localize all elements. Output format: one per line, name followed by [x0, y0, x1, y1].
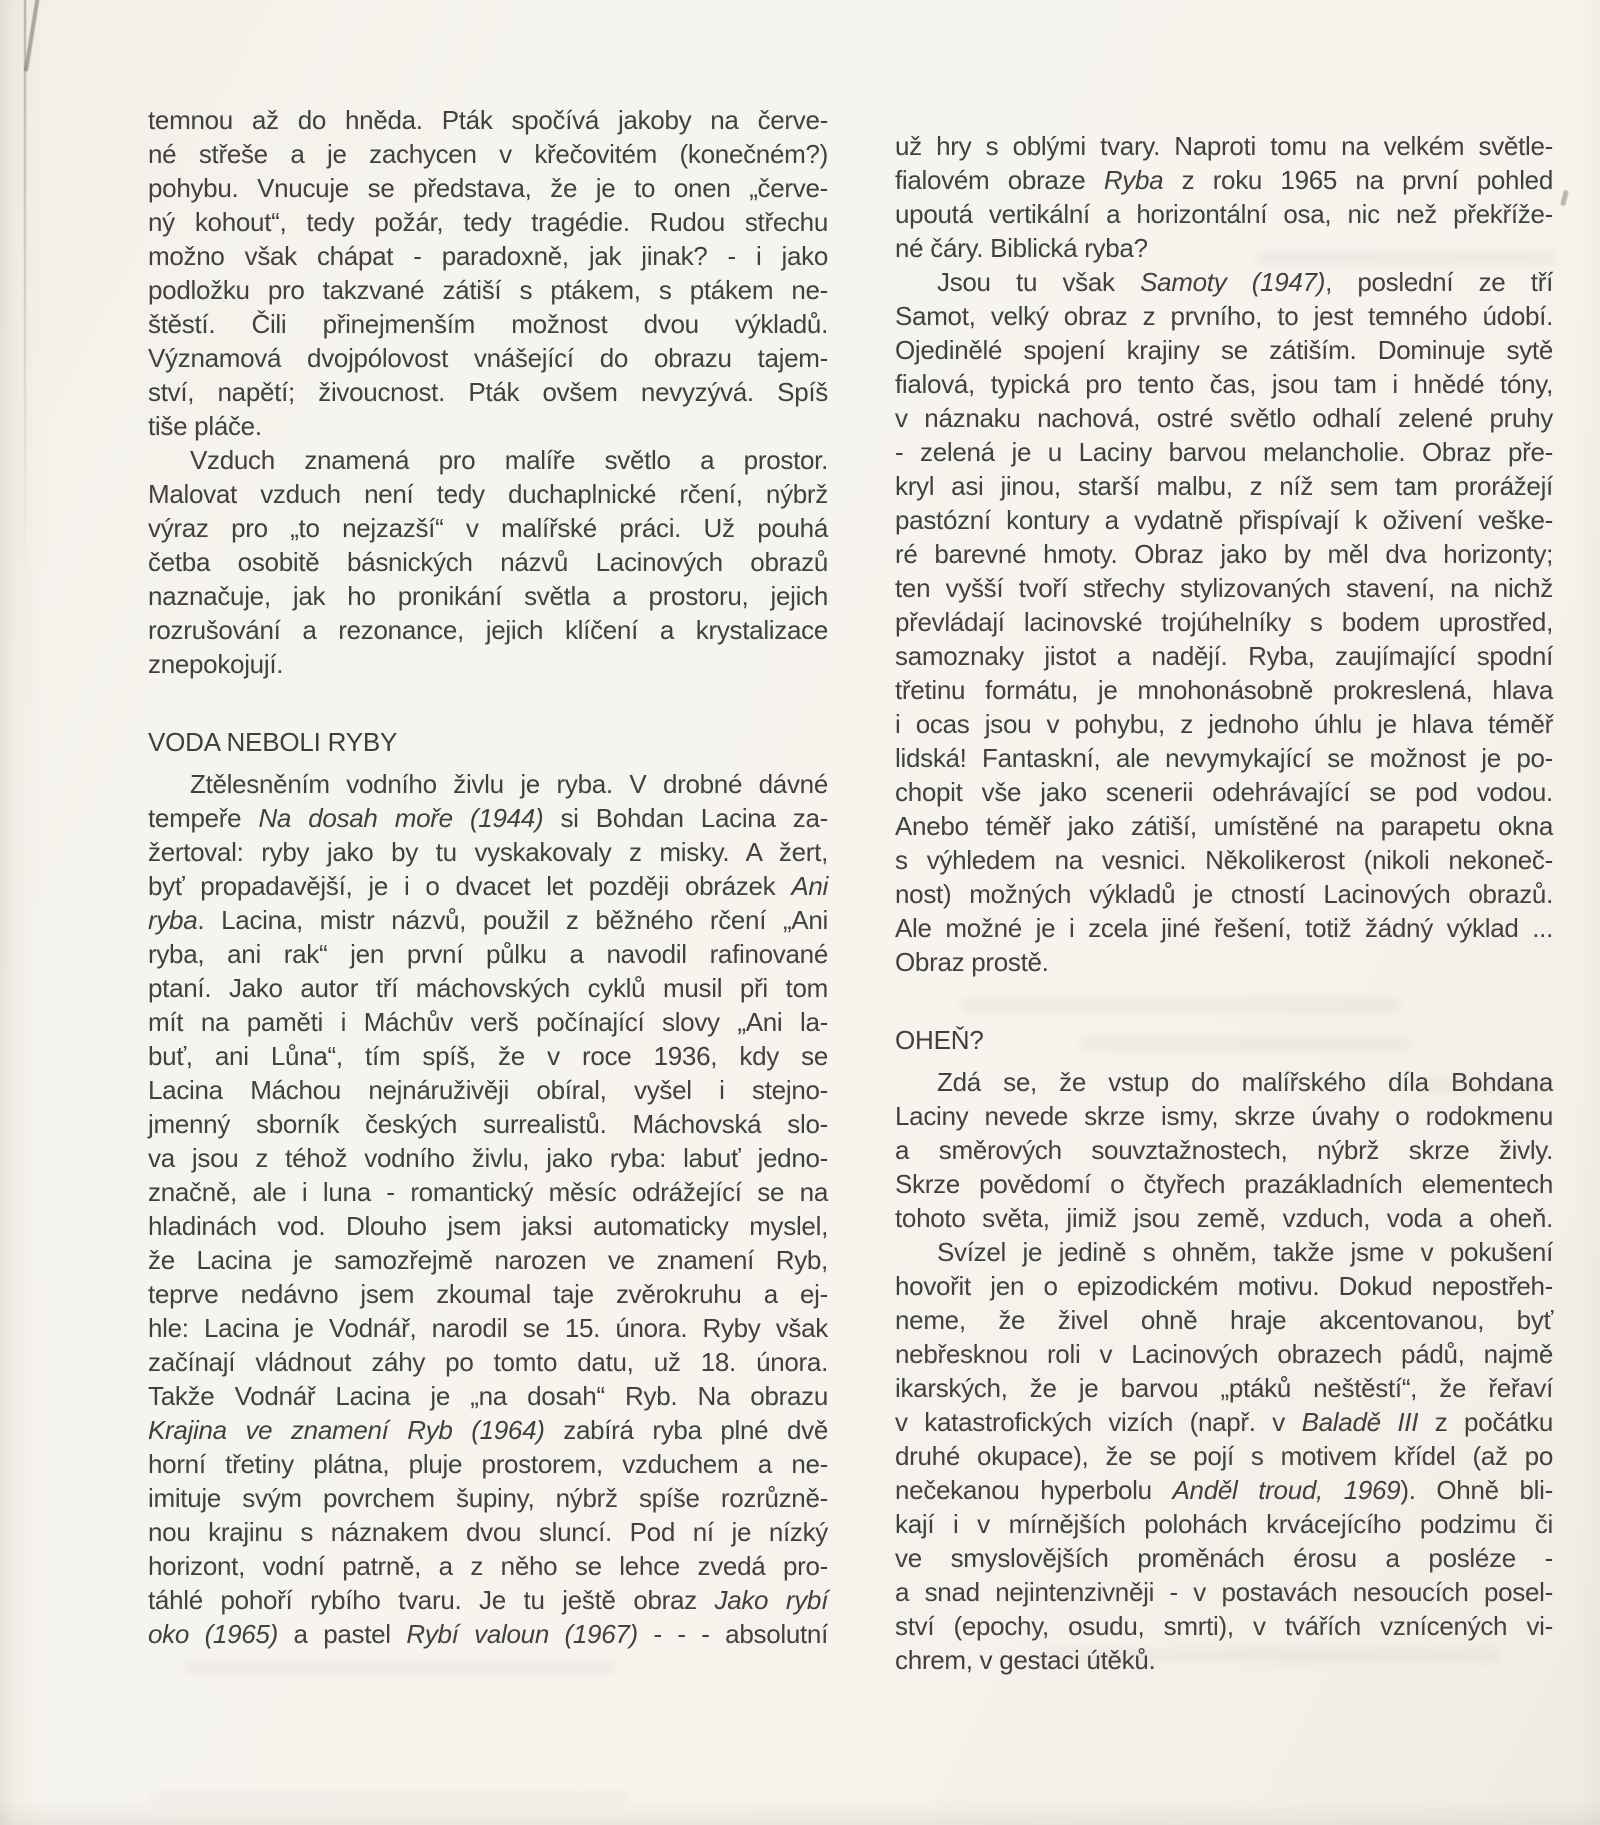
text-line: Ztělesněním vodního živlu je ryba. V drobné dávné — [190, 769, 828, 799]
scan-edge-mark — [24, 0, 40, 72]
text-line: četba osobitě básnických názvů Lacinových obrazů — [148, 547, 828, 577]
text-line: v katastrofických vizích (např. v Baladě III z počátku — [895, 1407, 1553, 1437]
text-line: a směrových souvztažnostech, nýbrž skrze živly. — [895, 1135, 1553, 1165]
text-line: upoutá vertikální a horizontální osa, nic než překříže- — [895, 199, 1553, 229]
artwork-title-italic: Rybí valoun (1967) — [406, 1619, 638, 1649]
text-line: tiše pláče. — [148, 411, 262, 441]
text-line: ství (epochy, osudu, smrti), v tvářích vznícených vi- — [895, 1611, 1553, 1641]
text-line: Obraz prostě. — [895, 947, 1049, 977]
text-line: nost) možných výkladů je ctností Lacinových obrazů. — [895, 879, 1553, 909]
text-line: žertoval: ryby jako by tu vyskakovaly z misky. A žert, — [148, 837, 828, 867]
text-line: Lacina Máchou nejnáruživěji obíral, vyšel i stejno- — [148, 1075, 828, 1105]
text-line: ptaní. Jako autor tří máchovských cyklů musil při tom — [148, 973, 828, 1003]
text-line: neme, že živel ohně hraje akcentovanou, byť — [895, 1305, 1553, 1335]
text-line: oko (1965) a pastel Rybí valoun (1967) - - - absolutní — [148, 1619, 829, 1649]
text-line: né střeše a je zachycen v křečovitém (konečném?) — [148, 139, 828, 169]
text-line: podložku pro takzvané zátiší s ptákem, s ptákem ne- — [148, 275, 828, 305]
text-line: nebřesknou roli v Lacinových obrazech pádů, najmě — [895, 1339, 1553, 1369]
text-line: tempeře Na dosah moře (1944) si Bohdan Lacina za- — [148, 803, 829, 833]
text-line: horizont, vodní patrně, a z něho se lehce zvedá pro- — [148, 1551, 828, 1581]
text-line: ryba. Lacina, mistr názvů, použil z běžného rčení „Ani — [148, 905, 828, 935]
paragraph — [895, 1235, 1553, 1677]
artwork-title-italic: Krajina ve znamení Ryb (1964) — [148, 1415, 545, 1445]
text-line: byť propadavější, je i o dvacet let později obrázek Ani — [148, 871, 828, 901]
text-line: fialová, typická pro tento čas, jsou tam i hnědé tóny, — [895, 369, 1553, 399]
artwork-title-italic: Ani — [791, 871, 828, 901]
text-line: znepokojují. — [148, 649, 284, 679]
text-line: hovořit jen o epizodickém motivu. Dokud nepostřeh- — [895, 1271, 1553, 1301]
text-line: Krajina ve znamení Ryb (1964) zabírá ryba plné dvě — [148, 1415, 828, 1445]
text-line: hle: Lacina je Vodnář, narodil se 15. února. Ryby však — [148, 1313, 828, 1343]
text-line: pohybu. Vnucuje se představa, že je to onen „červe- — [148, 173, 828, 203]
artwork-title-italic: Ryba — [1103, 165, 1164, 195]
text-line: výraz pro „to nejzazší“ v malířské práci. Už pouhá — [148, 513, 828, 543]
text-line: ství, napětí; živoucnost. Pták ovšem nevyzývá. Spíš — [148, 377, 828, 407]
text-line: lidská! Fantaskní, ale nevymykající se možnost je po- — [895, 743, 1553, 773]
bleed-through-artifact — [185, 1660, 615, 1675]
text-line: chrem, v gestaci útěků. — [895, 1645, 1156, 1675]
text-line: samoznaky jistot a nadějí. Ryba, zaujímající spodní — [895, 641, 1553, 671]
text-line: i ocas jsou v pohybu, z jednoho úhlu je hlava téměř — [895, 709, 1553, 739]
text-line: ve smyslovějších proměnách érosu a posléze - — [895, 1543, 1553, 1573]
text-line: Jsou tu však Samoty (1947), poslední ze tří — [937, 267, 1553, 297]
artwork-title-italic: oko (1965) — [148, 1619, 278, 1649]
text-line: Vzduch znamená pro malíře světlo a prostor. — [190, 445, 828, 475]
text-line: né čáry. Biblická ryba? — [895, 233, 1148, 263]
paragraph — [895, 1065, 1553, 1235]
paragraph — [148, 767, 828, 1651]
text-line: horní třetiny plátna, pluje prostorem, vzduchem a ne- — [148, 1449, 828, 1479]
text-line: Zdá se, že vstup do malířského díla Bohdana — [937, 1067, 1553, 1097]
text-line: štěstí. Čili přinejmenším možnost dvou výkladů. — [148, 309, 828, 339]
section-heading: OHEŇ? — [895, 1025, 984, 1055]
bleed-through-artifact — [150, 1792, 630, 1804]
text-line: Významová dvojpólovost vnášející do obrazu tajem- — [148, 343, 828, 373]
text-line: temnou až do hněda. Pták spočívá jakoby na červe- — [148, 105, 828, 135]
text-line: s výhledem na vesnici. Několikerost (nikoli nekoneč- — [895, 845, 1553, 875]
text-line: v náznaku nachová, ostré světlo odhalí zelené pruhy — [895, 403, 1553, 433]
text-line: začínají vládnout záhy po tomto datu, už 18. února. — [148, 1347, 828, 1377]
text-line: buť, ani Lůna“, tím spíš, že v roce 1936, kdy se — [148, 1041, 828, 1071]
text-line: ré barevné hmoty. Obraz jako by měl dva horizonty; — [895, 539, 1553, 569]
text-line: ikarských, že je barvou „ptáků neštěstí“, že řeřaví — [895, 1373, 1553, 1403]
section-heading: VODA NEBOLI RYBY — [148, 727, 398, 757]
text-line: teprve nedávno jsem zkoumal taje zvěrokruhu a ej- — [148, 1279, 828, 1309]
text-line: ten vyšší tvoří střechy stylizovaných stavení, na nichž — [895, 573, 1553, 603]
text-line: druhé okupace), že se pojí s motivem křídel (až po — [895, 1441, 1553, 1471]
text-line: značně, ale i luna - romantický měsíc odrážející se na — [148, 1177, 828, 1207]
text-line: nou krajinu s náznakem dvou sluncí. Pod ní je nízký — [148, 1517, 828, 1547]
text-line: chopit vše jako scenerii odehrávající se pod vodou. — [895, 777, 1553, 807]
text-line: va jsou z téhož vodního živlu, jako ryba: labuť jedno- — [148, 1143, 828, 1173]
text-column-left — [148, 103, 828, 1651]
text-line: hladinách vod. Dlouho jsem jaksi automaticky myslel, — [148, 1211, 828, 1241]
text-line: fialovém obraze Ryba z roku 1965 na první pohled — [895, 165, 1553, 195]
text-line: ný kohout“, tedy požár, tedy tragédie. Rudou střechu — [148, 207, 828, 237]
text-line: jmenný sborník českých surrealistů. Máchovská slo- — [148, 1109, 828, 1139]
text-line: imituje svým povrchem šupiny, nýbrž spíše rozrůzně- — [148, 1483, 828, 1513]
text-line: tohoto světa, jimiž jsou země, vzduch, voda a oheň. — [895, 1203, 1553, 1233]
text-line: Svízel je jedině s ohněm, takže jsme v pokušení — [937, 1237, 1553, 1267]
text-line: a snad nejintenzivněji - v postavách nesoucích posel- — [895, 1577, 1553, 1607]
text-line: mít na paměti i Máchův verš počínající slovy „Ani la- — [148, 1007, 828, 1037]
text-line: nečekanou hyperbolu Anděl troud, 1969). Ohně bli- — [895, 1475, 1553, 1505]
text-column-right — [895, 129, 1553, 1677]
text-line: Samot, velký obraz z prvního, to jest temného údobí. — [895, 301, 1553, 331]
text-line: Ojedinělé spojení krajiny se zátiším. Dominuje sytě — [895, 335, 1553, 365]
artwork-title-italic: Baladě III — [1301, 1407, 1419, 1437]
scan-speck — [1560, 190, 1569, 207]
text-line: Malovat vzduch není tedy duchaplnické rčení, nýbrž — [148, 479, 828, 509]
text-line: pastózní kontury a vydatně přispívají k oživení veške- — [895, 505, 1553, 535]
text-line: možno však chápat - paradoxně, jak jinak? - i jako — [148, 241, 828, 271]
artwork-title-italic: Anděl troud, 1969 — [1172, 1475, 1401, 1505]
text-line: - zelená je u Laciny barvou melancholie. Obraz pře- — [895, 437, 1553, 467]
artwork-title-italic: Na dosah moře (1944) — [258, 803, 544, 833]
paragraph — [148, 103, 828, 443]
text-line: třetinu formátu, je mnohonásobně prokreslená, hlava — [895, 675, 1553, 705]
text-line: táhlé pohoří rybího tvaru. Je tu ještě obraz Jako rybí — [148, 1585, 828, 1615]
text-line: Ale možné je i zcela jiné řešení, totiž žádný výklad ... — [895, 913, 1553, 943]
text-line: převládají lacinovské trojúhelníky s bodem uprostřed, — [895, 607, 1553, 637]
text-line: Anebo téměř jako zátiší, umístěné na parapetu okna — [895, 811, 1553, 841]
paragraph — [895, 265, 1553, 979]
text-line: Takže Vodnář Lacina je „na dosah“ Ryb. Na obrazu — [148, 1381, 828, 1411]
paragraph — [895, 129, 1553, 265]
page-fold-line — [24, 0, 26, 580]
text-line: kají i v mírnějších polohách krvácejícího podzimu či — [895, 1509, 1553, 1539]
text-line: už hry s oblými tvary. Naproti tomu na velkém světle- — [895, 131, 1553, 161]
text-line: Skrze povědomí o čtyřech prazákladních elementech — [895, 1169, 1553, 1199]
text-line: ryba, ani rak“ jen první půlku a navodil rafinované — [148, 939, 828, 969]
text-line: rozrušování a rezonance, jejich klíčení a krystalizace — [148, 615, 828, 645]
text-line: že Lacina je samozřejmě narozen ve znamení Ryb, — [148, 1245, 828, 1275]
text-line: kryl asi jinou, starší malbu, z níž sem tam prorážejí — [895, 471, 1553, 501]
text-line: naznačuje, jak ho pronikání světla a prostoru, jejich — [148, 581, 828, 611]
artwork-title-italic: Samoty (1947) — [1140, 267, 1326, 297]
paragraph — [148, 443, 828, 681]
artwork-title-italic: Jako rybí — [714, 1585, 828, 1615]
text-line: Laciny nevede skrze ismy, skrze úvahy o rodokmenu — [895, 1101, 1553, 1131]
artwork-title-italic: ryba — [148, 905, 198, 935]
